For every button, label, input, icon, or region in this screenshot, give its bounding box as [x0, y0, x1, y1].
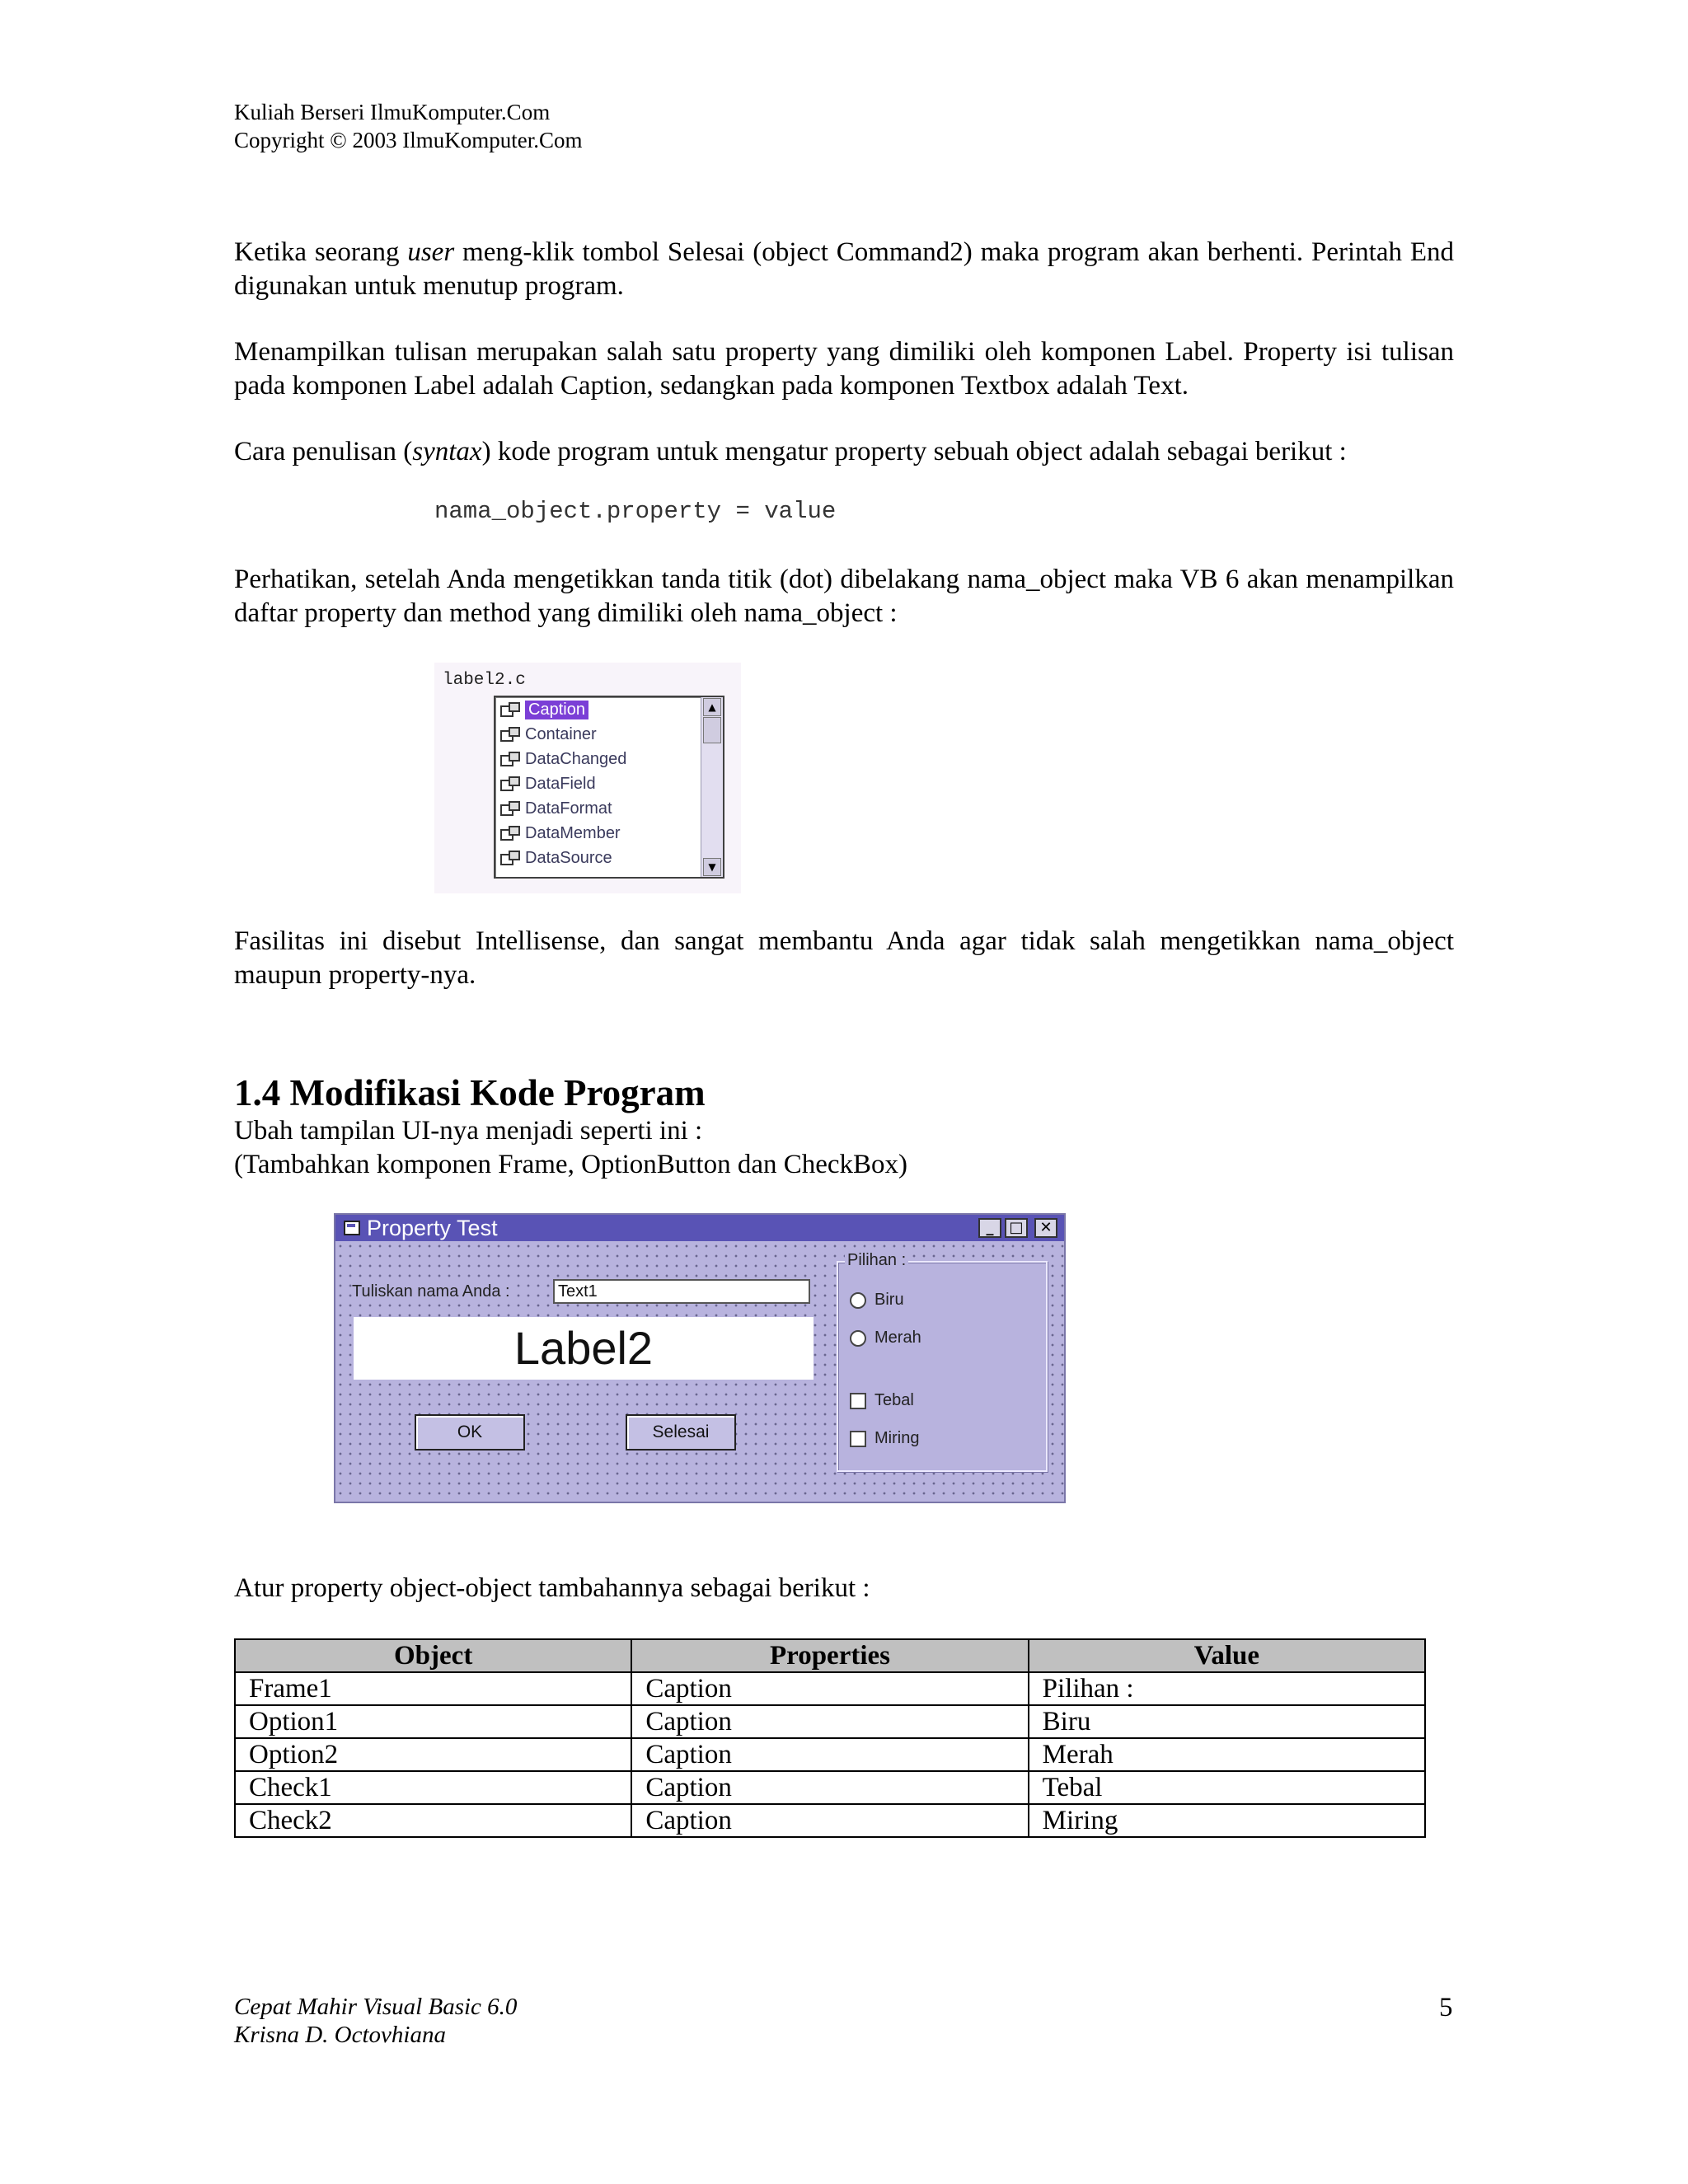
p3-text-a: Cara penulisan (	[234, 437, 413, 466]
pilihan-frame	[837, 1251, 1048, 1472]
col-properties: Properties	[631, 1639, 1028, 1672]
paragraph-intellisense-intro: Perhatikan, setelah Anda mengetikkan tanda titik (dot) dibelakang nama_object maka VB 6 akan menampilkan daftar property dan method yang dimiliki oleh nama_object :	[234, 565, 1454, 628]
col-object: Object	[235, 1639, 631, 1672]
paragraph-intellisense: Fasilitas ini disebut Intellisense, dan sangat membantu Anda agar tidak salah mengetikkan nama_object maupun property-nya.	[234, 926, 1454, 990]
radio-icon	[850, 1292, 866, 1309]
table-row	[235, 1771, 1425, 1804]
vb-form-window	[334, 1213, 1066, 1503]
p3-text-b: ) kode program untuk mengatur property sebuah object adalah sebagai berikut :	[481, 437, 1347, 466]
checkbox-icon	[850, 1431, 866, 1447]
form-title: Property Test	[367, 1215, 498, 1240]
option-biru[interactable]	[850, 1291, 904, 1310]
form-titlebar[interactable]	[335, 1215, 1064, 1241]
table-row	[235, 1804, 1425, 1837]
cell-value: Pilihan :	[1029, 1672, 1425, 1705]
checkbox-tebal[interactable]	[850, 1391, 914, 1410]
form-icon	[344, 1221, 360, 1235]
cell-value: Miring	[1029, 1804, 1425, 1837]
cell-object: Option2	[235, 1738, 631, 1771]
close-icon[interactable]: ✕	[1034, 1218, 1057, 1238]
typed-code: label2.c	[443, 671, 526, 690]
cell-property: Caption	[631, 1738, 1028, 1771]
frame-title: Pilihan :	[845, 1251, 908, 1270]
label2-display: Label2	[354, 1317, 814, 1380]
table-row	[235, 1672, 1425, 1705]
radio-icon	[850, 1330, 866, 1347]
list-item[interactable]: Container	[495, 722, 690, 747]
table-row	[235, 1738, 1425, 1771]
paragraph-syntax	[234, 435, 1454, 469]
maximize-icon[interactable]: □	[1005, 1218, 1028, 1238]
property-icon	[499, 851, 520, 865]
intellisense-screenshot	[434, 663, 741, 893]
checkbox-miring[interactable]	[850, 1429, 919, 1448]
list-item[interactable]: DataSource	[495, 846, 690, 870]
text1-input[interactable]: Text1	[553, 1279, 810, 1304]
cell-object: Check2	[235, 1804, 631, 1837]
intellisense-listbox[interactable]	[494, 696, 724, 879]
ok-button[interactable]: OK	[415, 1414, 525, 1451]
page-footer	[234, 1993, 517, 2049]
paragraph-selesai	[234, 236, 1454, 303]
cell-property: Caption	[631, 1771, 1028, 1804]
scroll-down-icon[interactable]: ▼	[703, 858, 721, 876]
header-line-1: Kuliah Berseri IlmuKomputer.Com	[234, 100, 551, 124]
cell-property: Caption	[631, 1804, 1028, 1837]
option-biru-label: Biru	[874, 1291, 904, 1309]
header-line-2: Copyright © 2003 IlmuKomputer.Com	[234, 128, 583, 152]
cell-object: Frame1	[235, 1672, 631, 1705]
option-merah[interactable]	[850, 1329, 921, 1347]
cell-object: Check1	[235, 1771, 631, 1804]
instruction-line-1: Ubah tampilan UI-nya menjadi seperti ini :	[234, 1116, 703, 1146]
table-header-row	[235, 1639, 1425, 1672]
property-icon	[499, 727, 520, 742]
cell-property: Caption	[631, 1672, 1028, 1705]
form-client-area	[335, 1241, 1064, 1502]
vertical-scrollbar[interactable]	[701, 697, 723, 877]
cell-property: Caption	[631, 1705, 1028, 1738]
cell-object: Option1	[235, 1705, 631, 1738]
property-icon	[499, 776, 520, 791]
cell-value: Merah	[1029, 1738, 1425, 1771]
code-snippet: nama_object.property = value	[434, 498, 837, 525]
name-prompt-label: Tuliskan nama Anda :	[352, 1282, 510, 1301]
list-item[interactable]: DataChanged	[495, 747, 690, 771]
running-header	[234, 98, 583, 154]
col-value: Value	[1029, 1639, 1425, 1672]
cell-value: Tebal	[1029, 1771, 1425, 1804]
properties-table	[234, 1638, 1426, 1838]
option-merah-label: Merah	[874, 1329, 921, 1347]
footer-author: Krisna D. Octovhiana	[234, 2022, 446, 2048]
property-icon	[499, 826, 520, 841]
list-item[interactable]: DataField	[495, 771, 690, 796]
checkbox-tebal-label: Tebal	[874, 1391, 914, 1409]
list-item[interactable]: DataMember	[495, 821, 690, 846]
checkbox-miring-label: Miring	[874, 1429, 920, 1447]
paragraph-table-intro: Atur property object-object tambahannya sebagai berikut :	[234, 1573, 870, 1603]
p1-text-a: Ketika seorang	[234, 237, 408, 267]
list-item[interactable]: Caption	[495, 697, 690, 722]
p3-emphasis: syntax	[412, 437, 482, 466]
footer-book-title: Cepat Mahir Visual Basic 6.0	[234, 1994, 518, 2020]
p1-text-b: meng-klik tombol Selesai (object Command2) maka program akan berhenti. Perintah End digunakan untuk menutup program.	[234, 237, 1454, 301]
scroll-up-icon[interactable]: ▲	[703, 698, 721, 716]
minimize-icon[interactable]: _	[978, 1218, 1001, 1238]
property-icon	[499, 702, 520, 717]
property-icon	[499, 752, 520, 766]
selesai-button[interactable]: Selesai	[626, 1414, 736, 1451]
paragraph-label-property: Menampilkan tulisan merupakan salah satu property yang dimiliki oleh komponen Label. Property isi tulisan pada komponen Label adalah Caption, sedangkan pada komponen Textbox adalah Text.	[234, 337, 1454, 401]
property-icon	[499, 801, 520, 816]
instruction-line-2: (Tambahkan komponen Frame, OptionButton dan CheckBox)	[234, 1150, 908, 1179]
scroll-thumb[interactable]	[703, 717, 721, 743]
page-number: 5	[1439, 1993, 1453, 2022]
table-row	[235, 1705, 1425, 1738]
cell-value: Biru	[1029, 1705, 1425, 1738]
list-item[interactable]: DataFormat	[495, 796, 690, 821]
section-heading: 1.4 Modifikasi Kode Program	[234, 1072, 706, 1113]
checkbox-icon	[850, 1393, 866, 1409]
p1-emphasis: user	[407, 237, 455, 267]
